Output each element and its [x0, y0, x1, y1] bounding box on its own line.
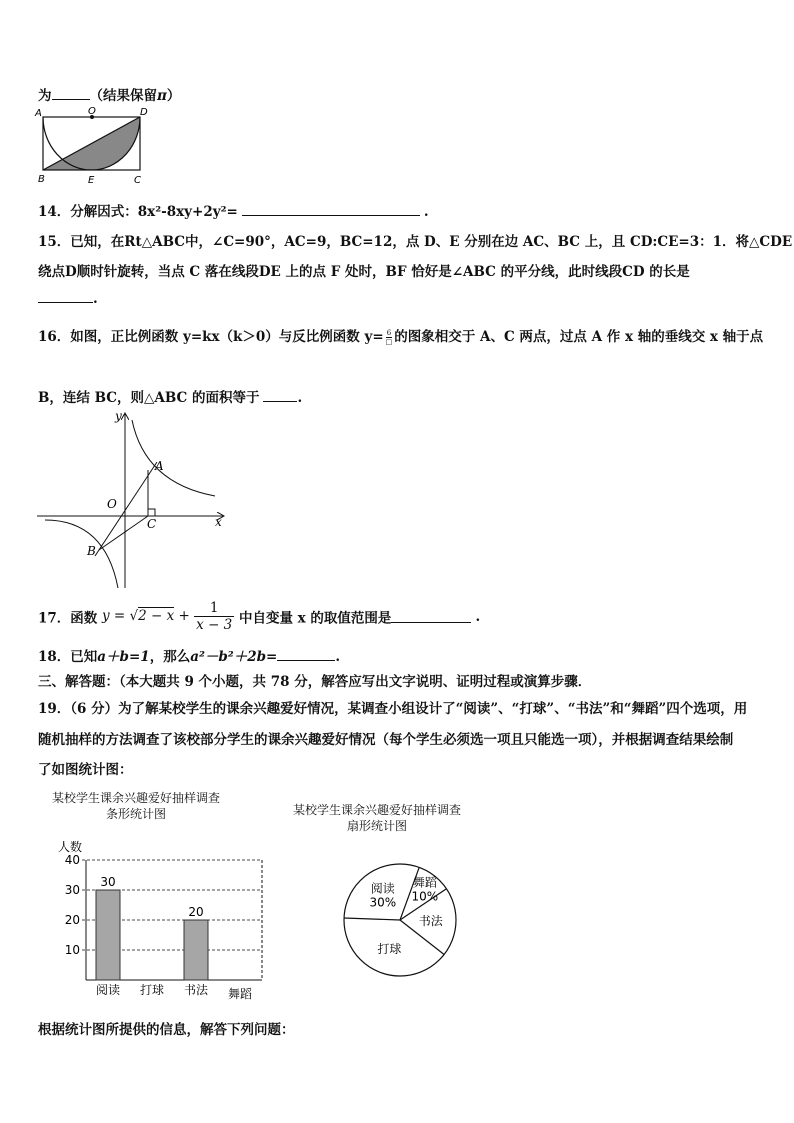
label-d: D: [140, 107, 148, 118]
q17-plus: +: [174, 608, 195, 624]
q17-frac-num: 1: [194, 600, 234, 617]
q14-answer-blank[interactable]: [242, 203, 420, 216]
q18-mid: ，那么: [149, 649, 191, 665]
figure-16-hyperbola: [35, 408, 235, 593]
bar-chart-title-line2: 条形统计图: [105, 807, 166, 821]
q13-answer-blank[interactable]: [52, 87, 90, 100]
label-c: C: [134, 175, 141, 186]
q17-frac-den: x − 3: [196, 617, 233, 633]
bar-chart-data-label: 30: [100, 875, 116, 889]
q17-eq: =: [109, 608, 130, 624]
pie-slice-percent: 10%: [411, 889, 439, 904]
q17-prefix: 17．函数: [38, 610, 98, 627]
label-x: x: [215, 515, 222, 529]
q19-line2: 随机抽样的方法调查了该校部分学生的课余兴趣爱好情况（每个学生必须选一项且只能选一项），并根据调查结果绘制: [38, 732, 734, 748]
bar-chart-ylabel: 人数: [58, 840, 83, 854]
q15-line2: 绕点D顺时针旋转，当点 C 落在线段DE 上的点 F 处时，BF 恰好是∠ABC 的平分线，此时线段CD 的长是: [38, 264, 690, 280]
q17-end: .: [475, 608, 481, 625]
bar-chart-ytick-label: 30: [64, 883, 80, 897]
q17-fraction: [194, 600, 234, 633]
bar-chart-title-line1: 某校学生课余兴趣爱好抽样调查: [51, 791, 220, 805]
q18-answer-blank[interactable]: [277, 648, 335, 661]
pie-slice-percent: 30%: [369, 895, 397, 910]
q13-suffix: （结果保留: [89, 88, 157, 104]
pie-chart-title-line1: 某校学生课余兴趣爱好抽样调查: [292, 803, 461, 817]
bar-chart-ytick-label: 40: [64, 853, 80, 867]
hyperbola-branch-q1: [132, 420, 215, 496]
q13-close: ）: [166, 88, 181, 104]
bar-chart-title: [36, 790, 236, 822]
q16-line2: [38, 386, 302, 406]
label-o: O: [107, 497, 117, 511]
q13-prefix: 为: [38, 88, 52, 104]
pie-chart: [330, 850, 470, 990]
label-b: B: [38, 174, 45, 185]
q19-line1: 19．（6 分）为了解某校学生的课余兴趣爱好情况，某调查小组设计了“阅读”、“打球”、“书法”和“舞蹈”四个选项，用: [38, 701, 748, 717]
bar-chart-bar: [184, 920, 208, 980]
pie-slice-label: 打球: [377, 941, 402, 956]
pie-slice-label: 书法: [418, 914, 443, 929]
q16-end: .: [297, 390, 303, 406]
pie-chart-title-line2: 扇形统计图: [346, 819, 407, 833]
q17-y: y: [102, 608, 110, 624]
q13-line: [38, 84, 180, 104]
q15-line3: [38, 290, 98, 307]
q17-sqrt-arg: 2 − x: [138, 608, 175, 624]
q17-formula: [102, 600, 234, 633]
q16-line1b: 的图象相交于 A、C 两点，过点 A 作 x 轴的垂线交 x 轴于点: [394, 329, 764, 345]
q19-line3: 了如图统计图：: [38, 762, 133, 778]
q16-answer-blank[interactable]: [263, 389, 297, 402]
q16-fraction: [386, 329, 393, 346]
bar-chart-ytick-label: 10: [64, 943, 80, 957]
pie-chart-title: [272, 802, 482, 834]
label-e: E: [88, 175, 95, 186]
q16-frac-den: □: [385, 338, 393, 346]
q15-answer-blank[interactable]: [38, 290, 93, 303]
q17-answer-blank[interactable]: [391, 610, 471, 623]
q19-prompt: 根据统计图所提供的信息，解答下列问题：: [38, 1022, 295, 1038]
label-y: y: [115, 409, 122, 423]
bar-chart: [40, 835, 280, 1005]
q16-line1: [38, 325, 763, 346]
segment-bc: [99, 516, 148, 550]
q16-line1a: 16．如图，正比例函数 y=kx（k＞0）与反比例函数 y=: [38, 329, 384, 345]
bar-chart-category-label: 阅读: [95, 983, 121, 997]
q18-cond: a＋b=1: [97, 649, 150, 665]
bar-chart-category-label: 书法: [183, 983, 209, 997]
q14-line: [38, 200, 429, 220]
figure-13-rectangle-semicircle: [32, 106, 152, 186]
label-o: O: [88, 106, 96, 117]
bar-chart-ytick-label: 20: [64, 913, 80, 927]
q18-prefix: 18．已知: [38, 649, 98, 665]
label-a: A: [35, 108, 42, 119]
right-angle-mark: [148, 509, 155, 516]
bar-chart-category-label: 打球: [139, 983, 165, 997]
q17-line: [38, 600, 480, 638]
q17-sqrt-sign: √: [129, 608, 139, 624]
bar-chart-bar: [96, 890, 120, 980]
q15-line1: 15．已知，在Rt△ABC中，∠C=90°，AC=9，BC=12，点 D、E 分别在边 AC、BC 上，且 CD:CE=3：1．将△CDE: [38, 234, 793, 250]
q16-frac-num: 6: [386, 329, 392, 337]
label-b: B: [87, 544, 96, 558]
q14-end: .: [423, 204, 429, 220]
label-c: C: [147, 517, 157, 531]
q17-suffix: 中自变量 x 的取值范围是: [238, 610, 392, 627]
pie-slice-label: 阅读: [370, 881, 395, 896]
section-3-heading: 三、解答题：（本大题共 9 个小题，共 78 分，解答应写出文字说明、证明过程或演算步骤．: [38, 674, 592, 690]
q13-pi: π: [157, 88, 167, 104]
q18-line: [38, 645, 340, 665]
q16-line2-text: B，连结 BC，则△ABC 的面积等于: [38, 390, 260, 406]
hyperbola-branch-q3: [45, 520, 118, 588]
pie-slice-label: 舞蹈: [412, 875, 437, 890]
q15-end: .: [93, 291, 98, 307]
q18-expr: a²－b²＋2b=: [190, 649, 278, 665]
bar-chart-category-label: 舞蹈: [227, 987, 253, 1001]
q18-end: .: [335, 649, 341, 665]
q14-text: 14．分解因式：8x²-8xy+2y²=: [38, 204, 238, 220]
bar-chart-data-label: 20: [188, 905, 204, 919]
label-a: A: [155, 459, 164, 473]
